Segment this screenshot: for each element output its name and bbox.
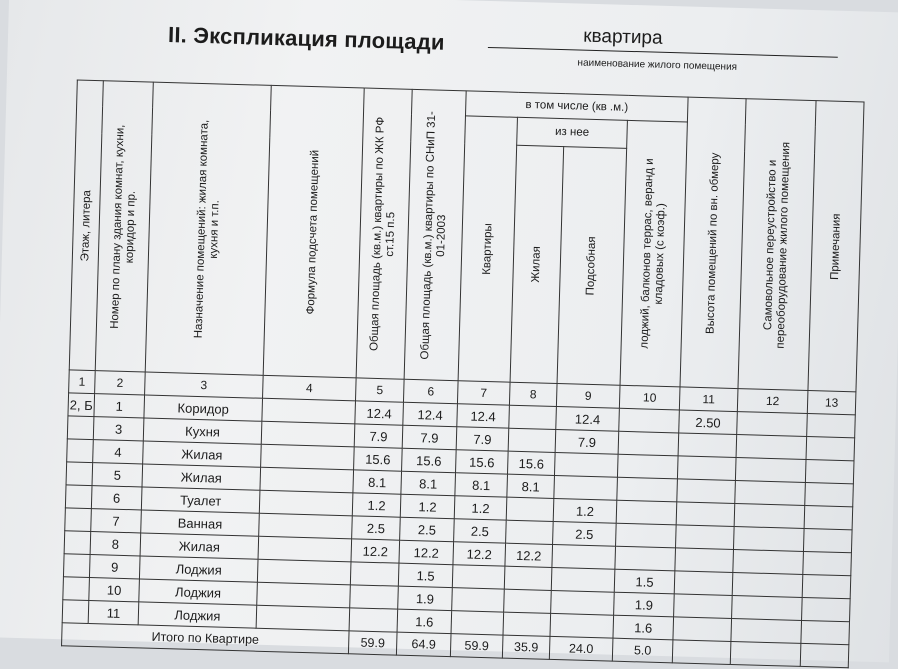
column-number: 9 — [556, 384, 620, 409]
table-cell — [733, 550, 804, 575]
title-underline — [488, 47, 838, 58]
table-cell — [731, 618, 802, 643]
table-cell — [732, 572, 803, 597]
table-cell — [676, 525, 735, 550]
col-header-total-area-zhk: Общая площадь (кв.м.) квартиры по ЖК РФ ст.15 п.5 — [356, 88, 412, 379]
column-number: 11 — [679, 387, 738, 412]
table-cell: 8.1 — [455, 473, 508, 497]
total-value: 59.9 — [450, 634, 503, 658]
column-number: 6 — [403, 379, 458, 403]
col-header-living: Жилая — [510, 145, 564, 384]
table-cell: 7.9 — [354, 424, 403, 448]
total-value: 64.9 — [396, 632, 451, 656]
table-cell: Туалет — [141, 487, 260, 513]
total-value: 5.0 — [612, 638, 673, 663]
table-cell — [256, 605, 350, 631]
table-cell: 3 — [93, 417, 144, 441]
table-cell — [736, 435, 807, 460]
table-cell: Жилая — [142, 464, 261, 490]
table-cell: 12.4 — [355, 401, 404, 425]
table-cell — [802, 574, 851, 598]
table-cell — [350, 562, 399, 586]
table-cell — [730, 641, 801, 666]
table-cell: 12.4 — [556, 407, 620, 432]
table-cell: 12.2 — [453, 542, 506, 566]
col-header-room-number: Номер по плану здания комнат, кухни, коридор и пр. — [95, 81, 153, 372]
table-cell — [554, 452, 618, 477]
column-number: 8 — [509, 382, 557, 406]
table-cell: 8.1 — [353, 470, 402, 494]
table-cell — [350, 585, 399, 609]
table-cell: 7.9 — [555, 429, 619, 454]
col-header-purpose: Назначение помещений: жилая комната, кухня и т.п. — [145, 82, 271, 375]
table-cell — [734, 504, 805, 529]
table-cell — [258, 536, 352, 562]
table-cell — [261, 421, 355, 447]
table-cell — [65, 485, 92, 509]
col-header-unauthorized: Самовольное переустройство и переоборудование жилого помещения — [738, 99, 816, 391]
table-cell: Кухня — [143, 418, 262, 444]
table-cell — [806, 437, 855, 461]
table-cell — [802, 597, 851, 621]
table-cell: Коридор — [144, 395, 263, 421]
col-header-notes: Примечания — [808, 101, 864, 392]
table-cell — [617, 477, 678, 502]
table-cell — [803, 528, 852, 552]
table-cell: 11 — [88, 601, 139, 625]
table-cell — [615, 546, 676, 571]
col-header-floor: Этаж, литера — [69, 80, 103, 371]
table-cell — [506, 497, 554, 521]
table-cell — [452, 565, 505, 589]
column-number: 5 — [355, 378, 404, 402]
table-cell — [550, 613, 614, 638]
table-cell — [676, 502, 735, 527]
table-cell: Жилая — [143, 441, 262, 467]
table-cell: 12.2 — [505, 543, 553, 567]
table-cell: 7 — [91, 509, 142, 533]
total-value: 24.0 — [549, 636, 613, 661]
table-cell — [257, 582, 351, 608]
table-cell: 5 — [92, 463, 143, 487]
table-cell — [552, 544, 616, 569]
table-cell — [349, 608, 398, 632]
group-header-including: в том числе (кв .м.) — [465, 91, 688, 122]
table-cell — [504, 566, 552, 590]
table-cell — [804, 505, 853, 529]
table-cell — [732, 595, 803, 620]
column-number: 7 — [457, 381, 510, 405]
table-cell — [616, 500, 677, 525]
table-cell: 7.9 — [456, 427, 509, 451]
premises-caption: наименование жилого помещения — [577, 57, 738, 73]
table-cell — [503, 612, 551, 636]
table-cell — [735, 458, 806, 483]
table-cell — [259, 513, 353, 539]
table-cell — [554, 475, 618, 500]
table-cell — [801, 620, 850, 644]
table-cell — [66, 462, 93, 486]
explication-table — [61, 79, 865, 668]
table-cell: Лоджия — [139, 579, 258, 605]
column-number: 1 — [69, 370, 96, 394]
total-value: 59.9 — [348, 631, 397, 655]
table-cell — [261, 444, 355, 470]
table-cell — [735, 481, 806, 506]
table-cell — [617, 454, 678, 479]
table-cell — [551, 567, 615, 592]
page-title: II. Экспликация площади — [167, 22, 446, 55]
table-cell: 12.2 — [351, 539, 400, 563]
table-cell: 1.5 — [398, 563, 453, 587]
table-cell — [551, 590, 615, 615]
table-cell: 7.9 — [402, 425, 457, 449]
table-cell — [674, 594, 733, 619]
table-cell — [506, 520, 554, 544]
premises-type: квартира — [582, 25, 663, 49]
col-header-total-area-snip: Общая площадь (кв.м.) квартиры по СНиП 31-01-2003 — [404, 89, 466, 380]
table-cell: 1.9 — [398, 586, 453, 610]
table-cell: 1.5 — [614, 569, 675, 594]
table-cell: 1.6 — [397, 609, 452, 633]
table-cell — [619, 408, 680, 433]
table-cell — [677, 479, 736, 504]
table-cell: 10 — [89, 578, 140, 602]
table-cell: 1.2 — [400, 494, 455, 518]
table-cell: Жилая — [140, 533, 259, 559]
table-cell: 1.6 — [613, 615, 674, 640]
table-cell: 12.4 — [457, 404, 510, 428]
table-cell: 15.6 — [354, 447, 403, 471]
table-cell: 2.50 — [679, 410, 738, 435]
column-number: 4 — [263, 375, 357, 401]
table-cell: 15.6 — [456, 450, 509, 474]
table-cell: 2.5 — [454, 519, 507, 543]
table-cell: 1.2 — [454, 496, 507, 520]
table-cell: 4 — [93, 440, 144, 464]
col-header-height: Высота помещений по вн. обмеру — [680, 97, 746, 389]
table-cell — [259, 490, 353, 516]
table-cell — [504, 589, 552, 613]
table-cell — [805, 459, 854, 483]
table-cell — [260, 467, 354, 493]
column-number: 13 — [807, 391, 856, 415]
column-number: 3 — [145, 372, 264, 398]
table-cell — [451, 611, 504, 635]
col-header-formula: Формула подсчета помещений — [263, 85, 364, 377]
table-cell: 1.2 — [553, 498, 617, 523]
table-cell — [67, 439, 94, 463]
table-cell: 8.1 — [507, 474, 555, 498]
table-cell: 12.4 — [403, 402, 458, 426]
table-cell: Ванная — [141, 510, 260, 536]
table-cell — [675, 548, 734, 573]
table-cell — [674, 571, 733, 596]
col-header-loggias: лоджий, балконов террас, веранд и кладовых (с коэф.) — [620, 120, 687, 387]
table-cell — [737, 412, 808, 437]
table-cell — [677, 456, 736, 481]
table-cell — [64, 531, 91, 555]
table-cell — [805, 482, 854, 506]
table-cell — [65, 508, 92, 532]
column-number: 10 — [619, 385, 680, 410]
table-cell — [618, 431, 679, 456]
table-cell: 1.2 — [352, 493, 401, 517]
table-cell — [678, 433, 737, 458]
table-cell: 2.5 — [400, 517, 455, 541]
table-cell — [616, 523, 677, 548]
table-cell: 2.5 — [553, 521, 617, 546]
table-cell: 6 — [91, 486, 142, 510]
table-cell — [262, 398, 356, 424]
table-cell: 8 — [90, 532, 141, 556]
table-cell — [673, 617, 732, 642]
table-cell — [508, 428, 556, 452]
table-cell — [63, 554, 90, 578]
table-cell: Лоджия — [139, 556, 258, 582]
table-cell — [509, 405, 557, 429]
table-cell — [800, 643, 849, 667]
table-cell: 1.9 — [614, 592, 675, 617]
table-cell — [807, 414, 856, 438]
total-value: 35.9 — [502, 635, 550, 659]
table-cell: Лоджия — [138, 602, 257, 628]
table-cell — [803, 551, 852, 575]
table-cell: 2.5 — [352, 516, 401, 540]
col-header-apartment: Квартиры — [458, 116, 517, 382]
table-cell: 15.6 — [507, 451, 555, 475]
table-cell — [67, 416, 94, 440]
table-cell: 15.6 — [402, 448, 457, 472]
table-cell — [672, 640, 731, 665]
col-header-auxiliary: Подсобная — [557, 146, 627, 385]
table-cell: 1 — [94, 394, 145, 418]
table-cell — [257, 559, 351, 585]
table-cell — [733, 527, 804, 552]
subgroup-header-of-which: из нее — [517, 117, 628, 148]
table-cell — [452, 588, 505, 612]
table-cell: 12.2 — [399, 540, 454, 564]
total-label: Итого по Квартире — [62, 623, 350, 654]
column-number: 2 — [95, 371, 146, 395]
table-cell — [62, 600, 89, 624]
table-cell: 8.1 — [401, 471, 456, 495]
table-cell — [63, 577, 90, 601]
column-number: 12 — [737, 389, 808, 414]
table-cell: 9 — [89, 555, 140, 579]
table-cell: 2, Б — [68, 393, 95, 417]
